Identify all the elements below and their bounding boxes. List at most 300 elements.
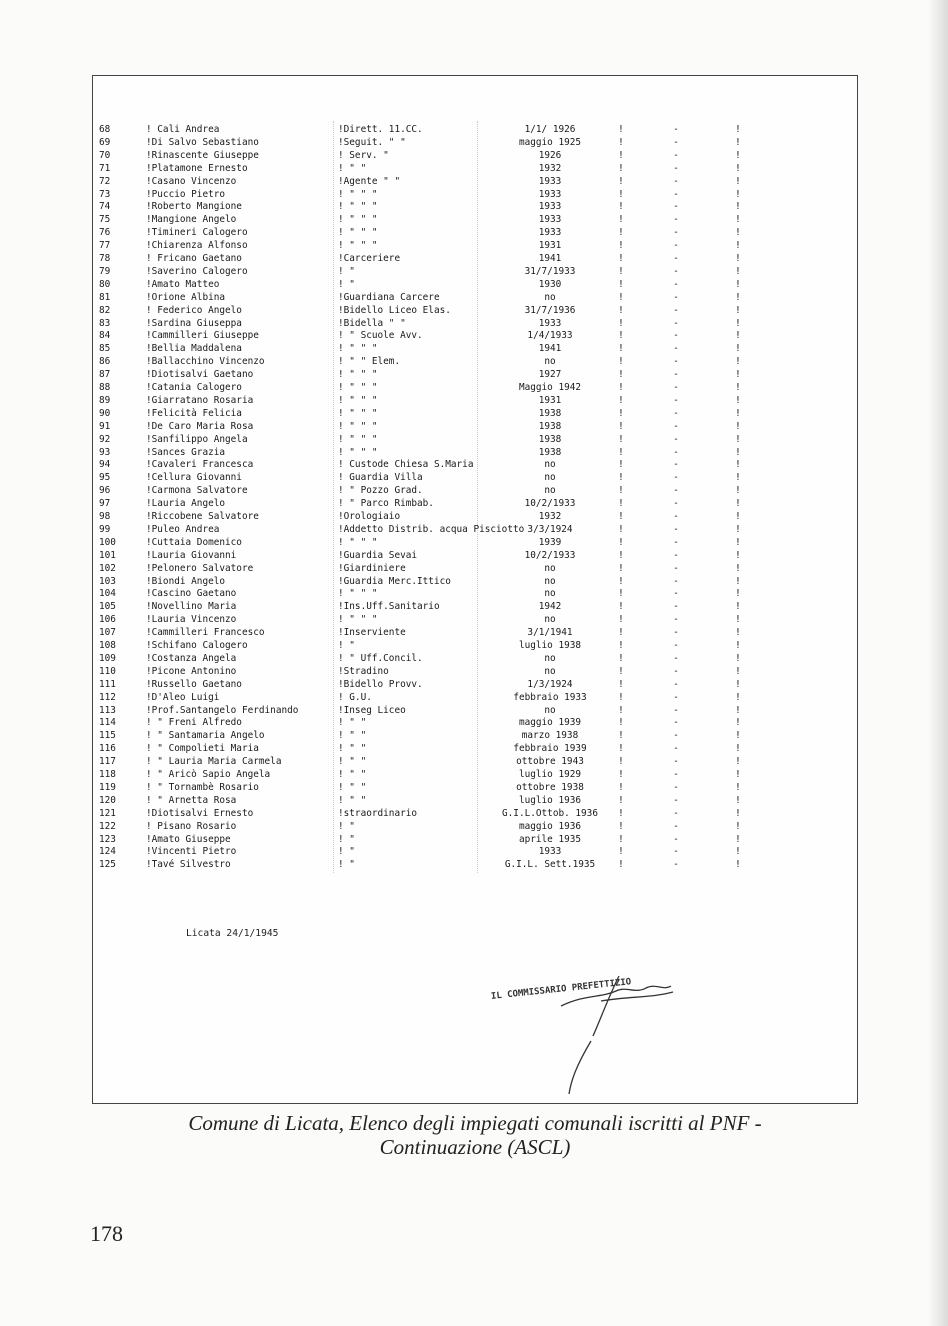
cell-m2: - [673,330,679,342]
cell-num: 78 [99,253,111,264]
cell-m1: ! [618,240,624,252]
cell-m1: ! [618,756,624,768]
cell-date: no [544,562,556,574]
document-scan-frame [92,75,858,1104]
cell-role: !Guardia Merc.Ittico [338,575,451,587]
cell-name: !Carmona Salvatore [146,485,248,497]
cell-num: 110 [99,665,116,677]
table-row [93,471,857,485]
cell-m2: - [673,175,679,187]
cell-num: 99 [99,523,111,535]
cell-m1: ! [618,859,624,871]
table-row [93,510,857,524]
cell-num: 70 [99,149,111,161]
cell-role: ! " " [338,756,367,768]
table-row [93,820,857,834]
cell-m3: ! [735,536,741,548]
cell-m3: ! [735,730,741,742]
cell-date: maggio 1936 [518,820,582,832]
cell-name: !Orione Albina [146,291,226,303]
cell-m2: - [673,717,679,729]
cell-m2: - [673,794,679,806]
cell-m3: ! [735,859,741,871]
place-and-date: Licata 24/1/1945 [186,928,279,939]
cell-m2: - [673,756,679,768]
cell-role: ! " [338,640,355,651]
cell-m2: - [673,214,679,226]
cell-role: ! " " [338,162,367,174]
cell-date: G.I.L.Ottob. 1936 [502,807,598,819]
cell-m2: - [673,188,679,200]
cell-m1: ! [618,265,624,277]
cell-m3: ! [735,278,741,290]
cell-m1: ! [618,498,624,510]
cell-date: 1930 [538,278,562,290]
cell-num: 94 [99,459,111,471]
cell-name: !Prof.Santangelo Ferdinando [146,704,299,716]
cell-m3: ! [735,227,741,239]
cell-date: 1932 [538,162,562,174]
cell-name: !Lauria Angelo [146,498,226,510]
table-row [93,304,857,318]
table-row [93,536,857,550]
cell-m1: ! [618,136,624,148]
cell-role: !Addetto Distrib. acqua Pisciotto [338,523,525,535]
table-row [93,678,857,692]
cell-m1: ! [618,588,624,600]
cell-m3: ! [735,614,741,626]
cell-role: ! " " " [338,446,378,458]
cell-num: 89 [99,394,111,406]
cell-m2: - [673,240,679,252]
cell-name: !Cuttaia Domenico [146,536,242,548]
employee-list-table [93,76,857,1103]
cell-m3: ! [735,665,741,677]
table-row [93,652,857,666]
table-row [93,329,857,343]
table-row [93,200,857,214]
cell-m1: ! [618,691,624,703]
cell-m3: ! [735,369,741,381]
cell-date: 1938 [538,407,562,419]
table-row [93,742,857,756]
table-row [93,149,857,163]
cell-m3: ! [735,136,741,148]
table-row [93,858,857,872]
cell-m2: - [673,433,679,445]
cell-role: ! " " " [338,420,378,432]
cell-m3: ! [735,253,741,264]
cell-num: 77 [99,240,111,252]
cell-date: no [544,291,556,303]
cell-m3: ! [735,485,741,497]
cell-name: !Lauria Vincenzo [146,614,237,626]
cell-m1: ! [618,614,624,626]
table-row [93,317,857,331]
cell-num: 125 [99,859,116,871]
cell-m2: - [673,265,679,277]
cell-role: ! " " " [338,343,378,355]
cell-m3: ! [735,627,741,639]
cell-role: ! " " " [338,614,378,626]
cell-m1: ! [618,678,624,690]
cell-name: ! Fricano Gaetano [146,253,242,264]
cell-m1: ! [618,356,624,368]
cell-m1: ! [618,162,624,174]
table-row [93,381,857,395]
cell-m2: - [673,730,679,742]
cell-name: !Catania Calogero [146,382,242,393]
cell-name: !Picone Antonino [146,665,237,677]
cell-num: 81 [99,291,111,303]
cell-num: 100 [99,536,116,548]
table-row [93,368,857,382]
cell-num: 112 [99,691,116,703]
cell-name: !Sances Grazia [146,446,226,458]
cell-m3: ! [735,575,741,587]
cell-num: 74 [99,201,111,213]
cell-m3: ! [735,511,741,522]
table-row [93,768,857,782]
cell-num: 71 [99,162,111,174]
cell-m2: - [673,407,679,419]
caption-line-2: Continuazione (ASCL) [379,1135,571,1159]
cell-name: ! Cali Andrea [146,124,220,135]
cell-role: ! Custode Chiesa S.Maria [338,459,474,471]
table-row [93,691,857,705]
cell-date: 1931 [538,394,562,406]
cell-m3: ! [735,240,741,252]
cell-m2: - [673,627,679,639]
cell-m2: - [673,304,679,316]
cell-m3: ! [735,304,741,316]
cell-m1: ! [618,278,624,290]
cell-m1: ! [618,627,624,639]
cell-m2: - [673,356,679,368]
cell-m3: ! [735,678,741,690]
cell-m1: ! [618,124,624,135]
table-row [93,420,857,434]
cell-m3: ! [735,833,741,845]
cell-name: !Pelonero Salvatore [146,562,254,574]
cell-name: !Puccio Pietro [146,188,226,200]
cell-name: !Cammilleri Francesco [146,627,265,639]
table-row [93,252,857,266]
cell-m3: ! [735,265,741,277]
cell-m2: - [673,162,679,174]
cell-m3: ! [735,162,741,174]
cell-date: 1927 [538,369,562,381]
cell-role: !Bidello Provv. [338,678,423,690]
cell-num: 76 [99,227,111,239]
cell-num: 103 [99,575,116,587]
cell-name: !Russello Gaetano [146,678,242,690]
cell-name: !Saverino Calogero [146,265,248,277]
cell-m2: - [673,588,679,600]
cell-m1: ! [618,149,624,161]
cell-m2: - [673,743,679,755]
cell-m2: - [673,704,679,716]
cell-date: no [544,356,556,368]
table-row [93,600,857,614]
cell-m3: ! [735,781,741,793]
cell-role: ! " " " [338,188,378,200]
cell-m1: ! [618,420,624,432]
cell-name: !Cellura Giovanni [146,472,242,484]
cell-role: ! " [338,278,355,290]
cell-date: ottobre 1938 [516,781,584,793]
cell-date: no [544,575,556,587]
cell-date: 10/2/1933 [524,549,576,561]
table-row [93,226,857,240]
table-row [93,239,857,253]
cell-name: ! " Santamaria Angelo [146,730,265,742]
cell-role: !Agente " " [338,175,401,187]
cell-role: ! " " [338,769,367,780]
table-row [93,188,857,202]
cell-m1: ! [618,175,624,187]
table-row [93,523,857,537]
cell-m2: - [673,446,679,458]
table-row [93,639,857,653]
cell-date: 1938 [538,433,562,445]
cell-m1: ! [618,704,624,716]
cell-m1: ! [618,214,624,226]
cell-m2: - [673,394,679,406]
cell-m3: ! [735,291,741,303]
cell-name: !Cammilleri Giuseppe [146,330,259,342]
cell-date: 1933 [538,214,562,226]
cell-name: !Ballacchino Vincenzo [146,356,265,368]
cell-role: !Bidella " " [338,317,406,329]
cell-m1: ! [618,781,624,793]
cell-m2: - [673,317,679,329]
cell-role: ! " " " [338,382,378,393]
cell-m3: ! [735,691,741,703]
table-row [93,433,857,447]
cell-num: 118 [99,769,116,780]
cell-m3: ! [735,498,741,510]
cell-name: !Sardina Giuseppa [146,317,242,329]
table-row [93,407,857,421]
cell-num: 83 [99,317,111,329]
cell-m3: ! [735,175,741,187]
cell-num: 106 [99,614,116,626]
cell-date: 1941 [538,253,562,264]
cell-m3: ! [735,794,741,806]
cell-m1: ! [618,394,624,406]
cell-num: 101 [99,549,116,561]
cell-role: ! " Scuole Avv. [338,330,423,342]
cell-date: no [544,459,556,471]
cell-date: 1941 [538,343,562,355]
cell-m2: - [673,691,679,703]
cell-m1: ! [618,769,624,780]
cell-name: !Schifano Calogero [146,640,248,651]
table-row [93,175,857,189]
cell-num: 102 [99,562,116,574]
cell-date: maggio 1939 [518,717,582,729]
cell-m3: ! [735,407,741,419]
cell-date: febbraio 1933 [513,691,587,703]
cell-name: !Novellino Maria [146,601,237,613]
table-row [93,755,857,769]
cell-num: 93 [99,446,111,458]
cell-role: !Inseg Liceo [338,704,406,716]
table-row [93,549,857,563]
cell-num: 88 [99,382,111,393]
cell-m3: ! [735,356,741,368]
rule-role [333,121,334,873]
cell-m1: ! [618,523,624,535]
table-row [93,446,857,460]
cell-m1: ! [618,472,624,484]
cell-role: ! " " " [338,369,378,381]
table-row [93,484,857,498]
cell-num: 73 [99,188,111,200]
cell-m1: ! [618,485,624,497]
cell-role: ! " " " [338,227,378,239]
cell-m3: ! [735,201,741,213]
cell-name: !Biondi Angelo [146,575,226,587]
cell-m1: ! [618,807,624,819]
cell-m1: ! [618,330,624,342]
cell-m1: ! [618,562,624,574]
cell-m2: - [673,369,679,381]
cell-m1: ! [618,317,624,329]
cell-m3: ! [735,446,741,458]
cell-role: ! " [338,265,355,277]
page-number: 178 [90,1221,123,1246]
cell-date: 1/4/1933 [527,330,573,342]
cell-role: ! " " [338,743,367,755]
svg-text:IL COMMISSARIO PREFETTIZIO: IL COMMISSARIO PREFETTIZIO [490,977,632,1002]
cell-m2: - [673,227,679,239]
cell-m3: ! [735,717,741,729]
cell-num: 75 [99,214,111,226]
cell-date: 1939 [538,536,562,548]
table-row [93,355,857,369]
cell-date: no [544,704,556,716]
cell-date: 1931 [538,240,562,252]
handwritten-signature [561,976,673,1094]
cell-role: ! Guardia Villa [338,472,423,484]
cell-date: no [544,588,556,600]
cell-num: 120 [99,794,116,806]
cell-name: !D'Aleo Luigi [146,691,220,703]
cell-date: 1933 [538,188,562,200]
cell-m1: ! [618,717,624,729]
cell-name: !Diotisalvi Ernesto [146,807,254,819]
table-row [93,704,857,718]
cell-date: ottobre 1943 [516,756,584,768]
cell-num: 109 [99,652,116,664]
cell-role: !Stradino [338,665,389,677]
cell-date: no [544,472,556,484]
cell-m1: ! [618,343,624,355]
cell-name: !Tavé Silvestro [146,859,231,871]
table-row [93,794,857,808]
cell-name: !Felicità Felicia [146,407,242,419]
cell-m3: ! [735,149,741,161]
table-row [93,833,857,847]
figure-caption [92,1111,858,1159]
table-row [93,394,857,408]
cell-num: 115 [99,730,116,742]
cell-role: ! G.U. [338,691,372,703]
cell-role: !Dirett. 11.CC. [338,124,423,135]
cell-date: no [544,485,556,497]
cell-m1: ! [618,730,624,742]
cell-m1: ! [618,549,624,561]
cell-m2: - [673,136,679,148]
cell-role: ! " [338,820,355,832]
cell-num: 114 [99,717,116,729]
cell-role: !Guardia Sevai [338,549,418,561]
cell-m2: - [673,459,679,471]
cell-role: ! " [338,859,355,871]
cell-role: ! " " " [338,201,378,213]
cell-m2: - [673,807,679,819]
cell-num: 68 [99,124,111,135]
table-row [93,729,857,743]
table-row [93,123,857,137]
cell-role: !Ins.Uff.Sanitario [338,601,440,613]
cell-role: !Carceriere [338,253,401,264]
cell-role: ! " " " [338,407,378,419]
cell-name: !Chiarenza Alfonso [146,240,248,252]
cell-m1: ! [618,833,624,845]
cell-role: !Seguit. " " [338,136,406,148]
cell-name: !Timineri Calogero [146,227,248,239]
cell-date: G.I.L. Sett.1935 [504,859,596,871]
cell-date: 1933 [538,227,562,239]
cell-date: marzo 1938 [521,730,579,742]
cell-date: no [544,652,556,664]
cell-name: ! " Tornambè Rosario [146,781,259,793]
cell-num: 117 [99,756,116,768]
cell-m1: ! [618,536,624,548]
cell-num: 121 [99,807,116,819]
cell-date: 1933 [538,201,562,213]
cell-name: !Cascino Gaetano [146,588,237,600]
cell-role: !straordinario [338,807,418,819]
cell-name: !De Caro Maria Rosa [146,420,254,432]
table-row [93,291,857,305]
cell-num: 91 [99,420,111,432]
cell-num: 107 [99,627,116,639]
table-row [93,626,857,640]
table-row [93,613,857,627]
cell-m3: ! [735,394,741,406]
cell-m3: ! [735,433,741,445]
cell-m3: ! [735,640,741,651]
cell-m1: ! [618,846,624,858]
cell-num: 113 [99,704,116,716]
cell-m2: - [673,536,679,548]
cell-name: ! " Freni Alfredo [146,717,242,729]
cell-m1: ! [618,304,624,316]
table-row [93,807,857,821]
cell-date: 1/3/1924 [527,678,573,690]
cell-role: ! " Parco Rimbab. [338,498,434,510]
cell-m3: ! [735,562,741,574]
cell-m2: - [673,511,679,522]
cell-m3: ! [735,420,741,432]
cell-num: 111 [99,678,116,690]
cell-m3: ! [735,588,741,600]
cell-m2: - [673,291,679,303]
